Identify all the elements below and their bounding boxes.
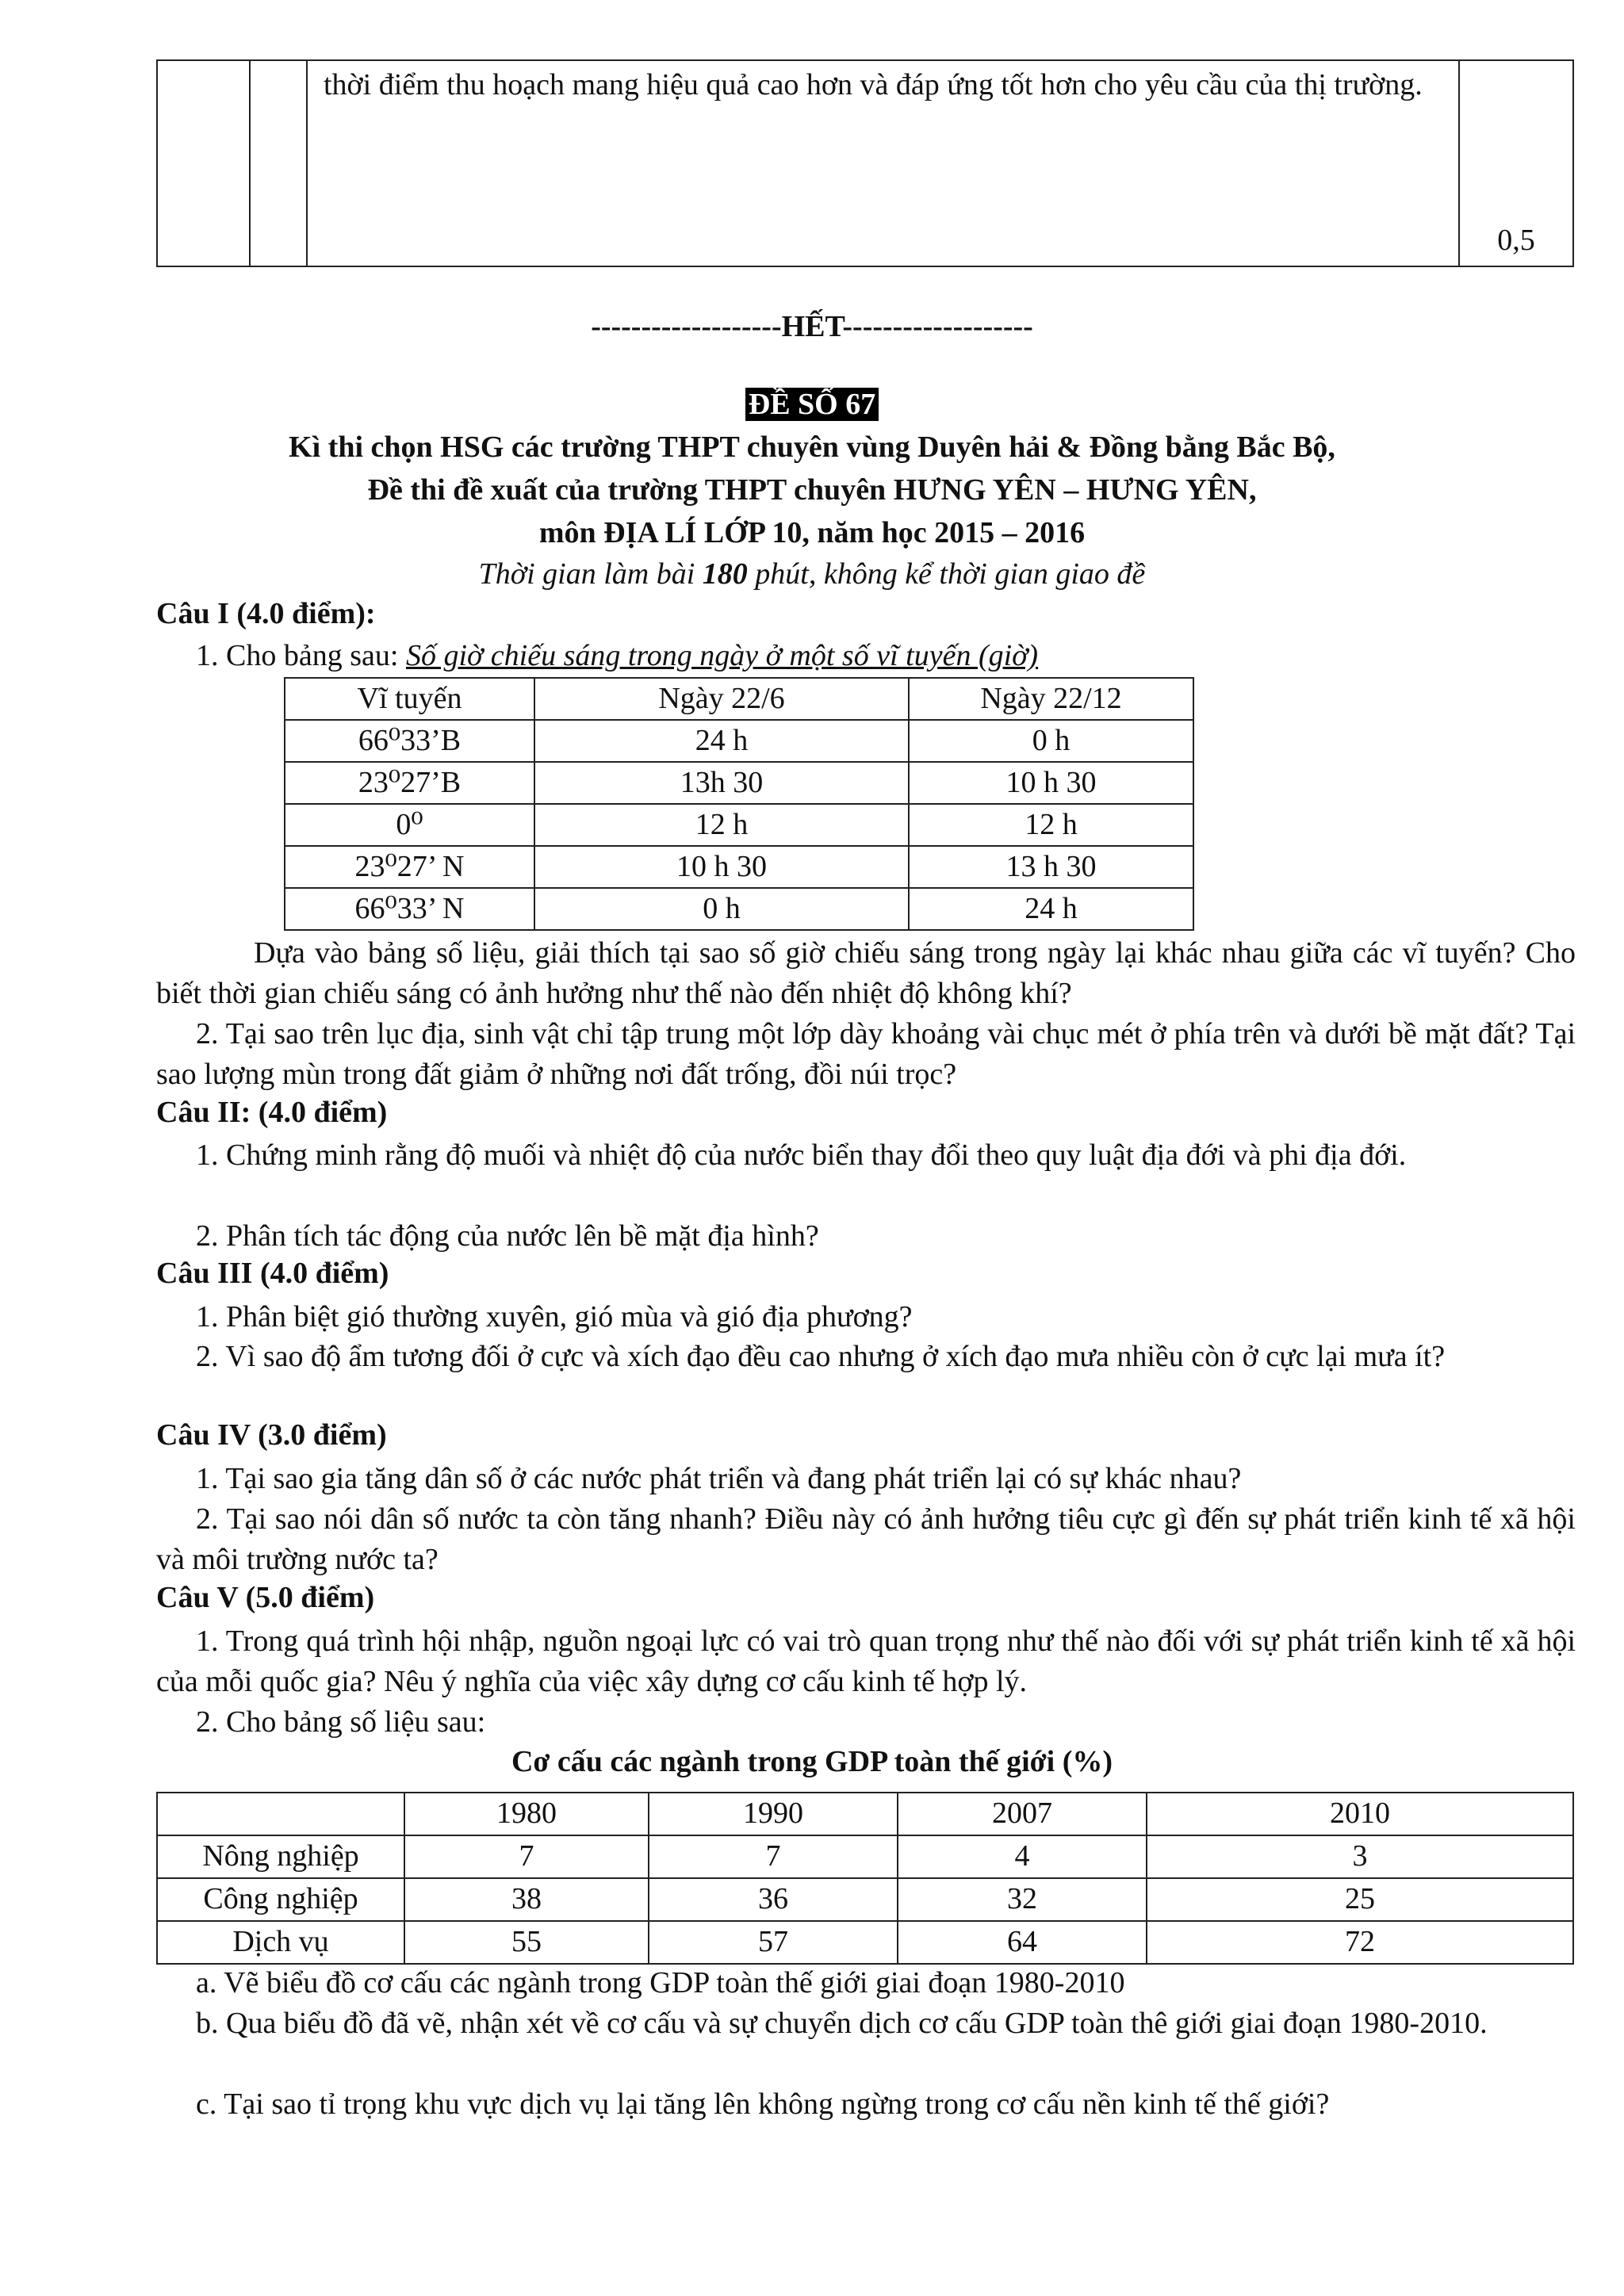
- table-title: Cơ cấu các ngành trong GDP toàn thế giới (%): [511, 1745, 1113, 1778]
- table-header-row: [285, 678, 1193, 720]
- table-header-cell: 2007: [898, 1793, 1147, 1835]
- table-cell: Công nghiệp: [157, 1878, 404, 1921]
- table-row: [285, 888, 1193, 930]
- exam-time-minutes: 180: [702, 557, 748, 591]
- table-cell: 13h 30: [534, 762, 909, 804]
- table-header-cell: Ngày 22/12: [909, 678, 1193, 720]
- question-3-part2: 2. Vì sao độ ẩm tương đối ở cực và xích đạo đều cao nhưng ở xích đạo mưa nhiều còn ở cực lại mưa ít?: [196, 1340, 1446, 1373]
- table-cell: 64: [898, 1921, 1147, 1964]
- daylight-table: [284, 677, 1194, 931]
- answer-table: [156, 59, 1574, 267]
- table-row: [285, 720, 1193, 762]
- question-1-part1-text: Dựa vào bảng số liệu, giải thích tại sao số giờ chiếu sáng trong ngày lại khác nhau giữa các vĩ tuyến? Cho biết thời gian chiếu sáng có ảnh hưởng như thế nào đến nhiệt độ không khí?: [156, 936, 1576, 1010]
- answer-text: thời điểm thu hoạch mang hiệu quả cao hơn và đáp ứng tốt hơn cho yêu cầu của thị trường.: [307, 60, 1459, 266]
- table-header-cell: 1990: [649, 1793, 898, 1835]
- exam-time-post: phút, không kể thời gian giao đề: [747, 557, 1146, 591]
- table-cell: 0⁰: [285, 804, 534, 846]
- table-header-row: [157, 1793, 1573, 1835]
- table-caption: Số giờ chiếu sáng trong ngày ở một số vĩ tuyến (giờ): [405, 639, 1039, 672]
- table-cell: 36: [649, 1878, 898, 1921]
- table-cell: 66⁰33’B: [285, 720, 534, 762]
- table-cell: 12 h: [534, 804, 909, 846]
- question-2-heading: Câu II: (4.0 điểm): [156, 1096, 388, 1129]
- exam-number-label: ĐỀ SỐ 67: [745, 388, 879, 421]
- question-2-part2: 2. Phân tích tác động của nước lên bề mặt địa hình?: [196, 1219, 819, 1253]
- table-cell: 10 h 30: [909, 762, 1193, 804]
- question-1-part1-intro: [196, 636, 1576, 676]
- question-5-part2c: c. Tại sao tỉ trọng khu vực dịch vụ lại tăng lên không ngừng trong cơ cấu nền kinh tế thế giới?: [196, 2087, 1330, 2121]
- table-header-cell: 2010: [1147, 1793, 1573, 1835]
- table-cell: 24 h: [909, 888, 1193, 930]
- table-cell: 0 h: [534, 888, 909, 930]
- table-cell: Dịch vụ: [157, 1921, 404, 1964]
- table-row: [285, 846, 1193, 888]
- table-cell: 0 h: [909, 720, 1193, 762]
- table-cell: 38: [404, 1878, 649, 1921]
- table-row: [285, 804, 1193, 846]
- exam-header-line1: Kì thi chọn HSG các trường THPT chuyên vùng Duyên hải & Đồng bằng Bắc Bộ,: [289, 430, 1335, 464]
- question-5-part2b: b. Qua biểu đồ đã vẽ, nhận xét về cơ cấu và sự chuyển dịch cơ cấu GDP toàn thê giới giai đoạn 1980-2010.: [196, 2007, 1488, 2040]
- table-row: [157, 1835, 1573, 1878]
- exam-time-pre: Thời gian làm bài: [478, 557, 703, 591]
- answer-table-cell: [157, 60, 250, 266]
- question-4-part2: 2. Tại sao nói dân số nước ta còn tăng nhanh? Điều này có ảnh hưởng tiêu cực gì đến sự phát triển kinh tế xã hội và môi trường nước ta?: [156, 1502, 1576, 1576]
- table-cell: 12 h: [909, 804, 1193, 846]
- table-cell: 25: [1147, 1878, 1573, 1921]
- table-cell: Nông nghiệp: [157, 1835, 404, 1878]
- question-3-part1: 1. Phân biệt gió thường xuyên, gió mùa và gió địa phương?: [196, 1300, 913, 1334]
- table-cell: 57: [649, 1921, 898, 1964]
- exam-header-line2: Đề thi đề xuất của trường THPT chuyên HƯNG YÊN – HƯNG YÊN,: [367, 473, 1257, 507]
- table-cell: 72: [1147, 1921, 1573, 1964]
- question-4-heading: Câu IV (3.0 điểm): [156, 1418, 387, 1452]
- table-cell: 23⁰27’ N: [285, 846, 534, 888]
- table-cell: 23⁰27’B: [285, 762, 534, 804]
- table-cell: 32: [898, 1878, 1147, 1921]
- question-4-part1: 1. Tại sao gia tăng dân số ở các nước phát triển và đang phát triển lại có sự khác nhau?: [196, 1462, 1242, 1495]
- answer-table-cell: [250, 60, 307, 266]
- question-5-part2: 2. Cho bảng số liệu sau:: [196, 1705, 486, 1739]
- table-cell: 10 h 30: [534, 846, 909, 888]
- table-row: [285, 762, 1193, 804]
- question-5-part2a: a. Vẽ biểu đồ cơ cấu các ngành trong GDP toàn thế giới giai đoạn 1980-2010: [196, 1966, 1125, 1999]
- question-5-heading: Câu V (5.0 điểm): [156, 1581, 375, 1614]
- table-row: [157, 1921, 1573, 1964]
- question-2-part1: 1. Chứng minh rằng độ muối và nhiệt độ của nước biển thay đổi theo quy luật địa đới và phi địa đới.: [196, 1138, 1407, 1172]
- table-cell: 7: [649, 1835, 898, 1878]
- table-cell: 3: [1147, 1835, 1573, 1878]
- table-cell: 13 h 30: [909, 846, 1193, 888]
- exam-time: [0, 557, 1624, 593]
- table-cell: 24 h: [534, 720, 909, 762]
- question-5-part1: 1. Trong quá trình hội nhập, nguồn ngoại lực có vai trò quan trọng như thế nào đối với sự phát triển kinh tế xã hội của mỗi quốc gia? Nêu ý nghĩa của việc xây dựng cơ cấu kinh tế hợp lý.: [156, 1624, 1576, 1698]
- table-cell: 7: [404, 1835, 649, 1878]
- answer-score: 0,5: [1459, 60, 1573, 266]
- exam-number: [0, 387, 1624, 423]
- question-1-part2: 2. Tại sao trên lục địa, sinh vật chỉ tập trung một lớp dày khoảng vài chục mét ở phía trên và dưới bề mặt đất? Tại sao lượng mùn trong đất giảm ở những nơi đất trống, đồi núi trọc?: [156, 1017, 1576, 1091]
- question-1-part1-prefix: 1. Cho bảng sau:: [196, 639, 406, 672]
- table-header-cell: Ngày 22/6: [534, 678, 909, 720]
- end-marker: -------------------HẾT-------------------: [591, 310, 1033, 343]
- table-cell: 66⁰33’ N: [285, 888, 534, 930]
- table-cell: 55: [404, 1921, 649, 1964]
- table-header-cell: [157, 1793, 404, 1835]
- exam-header-line3: môn ĐỊA LÍ LỚP 10, năm học 2015 – 2016: [538, 516, 1086, 549]
- table-row: [157, 1878, 1573, 1921]
- question-1-heading: Câu I (4.0 điểm):: [156, 597, 376, 630]
- table-cell: 4: [898, 1835, 1147, 1878]
- table-header-cell: 1980: [404, 1793, 649, 1835]
- question-3-heading: Câu III (4.0 điểm): [156, 1257, 389, 1290]
- gdp-structure-table: [156, 1792, 1574, 1965]
- table-header-cell: Vĩ tuyến: [285, 678, 534, 720]
